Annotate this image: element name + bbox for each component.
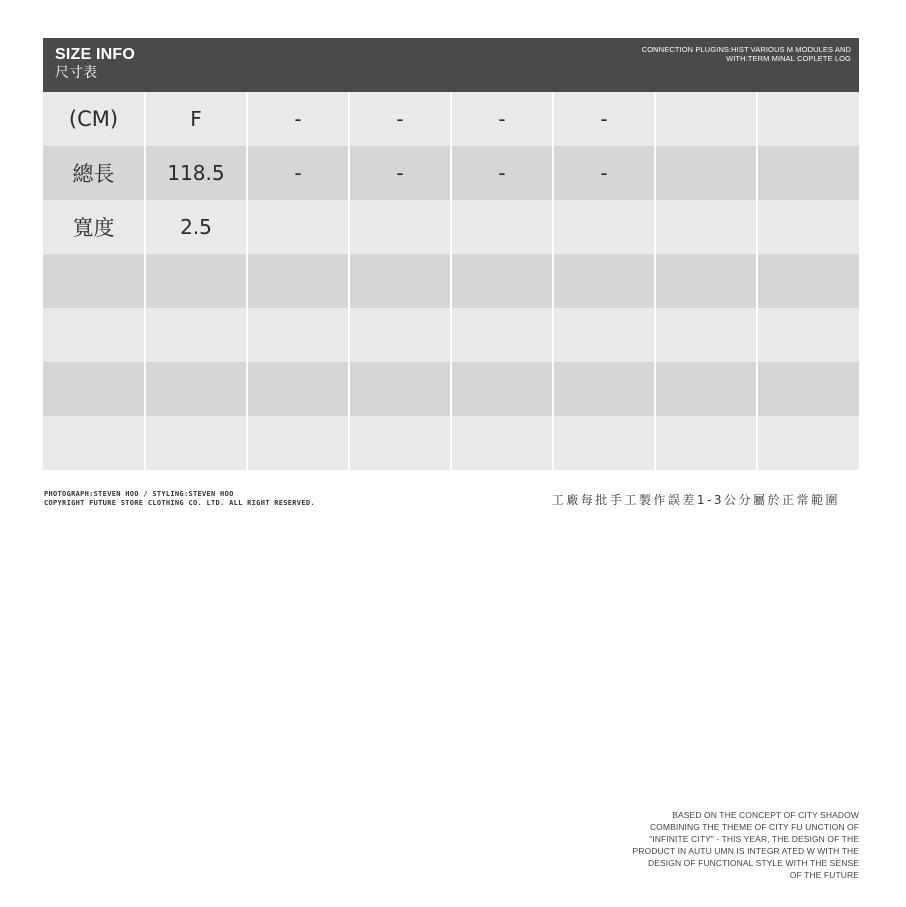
table-cell <box>145 308 247 362</box>
table-cell <box>349 362 451 416</box>
table-cell <box>757 416 859 470</box>
table-cell <box>655 200 757 254</box>
table-cell <box>451 254 553 308</box>
table-cell <box>757 308 859 362</box>
table-cell: - <box>451 92 553 146</box>
concept-line: PRODUCT IN AUTU UMN IS INTEGR ATED W WITH THE <box>632 846 859 856</box>
concept-line: OF THE FUTURE <box>789 870 859 880</box>
table-cell <box>655 362 757 416</box>
size-info-header <box>43 38 859 92</box>
table-cell <box>145 416 247 470</box>
table-cell <box>655 416 757 470</box>
table-cell <box>349 308 451 362</box>
row-label-cell: 總長 <box>43 146 145 200</box>
table-cell <box>349 254 451 308</box>
photo-credit <box>44 490 315 507</box>
table-row <box>43 254 859 308</box>
table-row <box>43 92 859 146</box>
table-cell <box>247 416 349 470</box>
table-cell <box>145 362 247 416</box>
table-row <box>43 200 859 254</box>
table-cell <box>247 362 349 416</box>
row-label-cell <box>43 362 145 416</box>
table-cell <box>451 362 553 416</box>
table-row <box>43 146 859 200</box>
header-note-line-2: WITH:TERM MINAL COPLETE LOG <box>726 53 851 63</box>
row-label-cell: (CM) <box>43 92 145 146</box>
size-table <box>43 92 859 470</box>
copyright-line: COPYRIGHT FUTURE STORE CLOTHING CO. LTD. ALL RIGHT RESERVED. <box>44 498 315 507</box>
table-cell <box>349 416 451 470</box>
table-cell <box>349 200 451 254</box>
table-cell <box>757 92 859 146</box>
table-cell: - <box>553 92 655 146</box>
table-cell: - <box>247 146 349 200</box>
table-cell <box>247 308 349 362</box>
table-cell <box>451 308 553 362</box>
header-subtitle: 尺寸表 <box>55 65 97 81</box>
concept-line: "INFINITE CITY" - THIS YEAR, THE DESIGN OF THE <box>649 834 859 844</box>
table-cell <box>553 362 655 416</box>
table-cell <box>451 200 553 254</box>
table-cell: - <box>451 146 553 200</box>
table-cell <box>757 254 859 308</box>
row-label-cell <box>43 308 145 362</box>
table-cell <box>451 416 553 470</box>
table-cell: - <box>553 146 655 200</box>
credit-line-1: PHOTOGRAPH:STEVEN HOO / STYLING:STEVEN HOO <box>44 490 234 498</box>
table-cell <box>757 200 859 254</box>
table-cell: 2.5 <box>145 200 247 254</box>
table-cell <box>553 200 655 254</box>
table-cell: F <box>145 92 247 146</box>
table-cell: 118.5 <box>145 146 247 200</box>
table-cell <box>247 254 349 308</box>
tolerance-note: 工廠每批手工製作誤差1-3公分屬於正常範圍 <box>551 493 840 507</box>
row-label-cell <box>43 254 145 308</box>
header-note <box>591 46 851 63</box>
table-cell <box>757 146 859 200</box>
table-cell <box>655 92 757 146</box>
concept-text <box>599 809 859 881</box>
concept-line: COMBINING THE THEME OF CITY FU UNCTION OF <box>649 822 859 832</box>
table-cell: - <box>349 92 451 146</box>
table-cell <box>655 308 757 362</box>
row-label-cell <box>43 416 145 470</box>
table-row <box>43 362 859 416</box>
header-note-line-1: CONNECTION PLUGINS:HIST VARIOUS M MODULES AND <box>641 45 851 54</box>
table-cell <box>553 308 655 362</box>
table-row <box>43 308 859 362</box>
table-cell <box>553 416 655 470</box>
table-cell <box>757 362 859 416</box>
table-cell <box>553 254 655 308</box>
table-cell <box>247 200 349 254</box>
table-cell <box>655 146 757 200</box>
table-cell: - <box>247 92 349 146</box>
concept-line: BASED ON THE CONCEPT OF CITY SHADOW <box>672 810 859 820</box>
concept-line: DESIGN OF FUNCTIONAL STYLE WITH THE SENSE <box>648 858 859 868</box>
header-title: SIZE INFO <box>55 46 136 63</box>
table-cell <box>655 254 757 308</box>
table-cell <box>145 254 247 308</box>
row-label-cell: 寬度 <box>43 200 145 254</box>
table-cell: - <box>349 146 451 200</box>
table-row <box>43 416 859 470</box>
